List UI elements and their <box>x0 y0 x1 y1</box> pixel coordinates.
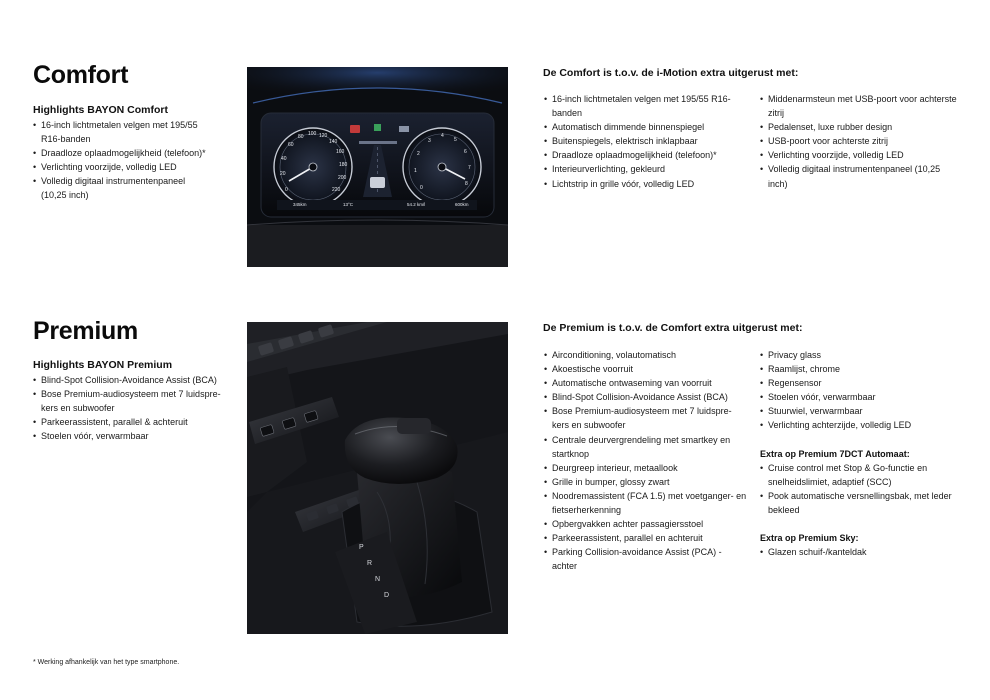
premium-sky-title: Extra op Premium Sky: <box>760 533 859 544</box>
premium-highlights-title: Highlights BAYON Premium <box>33 359 173 371</box>
speed-tick: 0 <box>285 187 288 193</box>
list-item: • Interieurverlichting, gekleurd <box>544 162 744 176</box>
comfort-extra-title: De Comfort is t.o.v. de i-Motion extra uitgerust met: <box>543 67 799 79</box>
list-item: • Centrale deurvergrendeling met smartkey en startknop <box>544 433 748 461</box>
comfort-highlights-title: Highlights BAYON Comfort <box>33 104 168 116</box>
rpm-tick: 1 <box>414 168 417 174</box>
gear-shifter-photo <box>247 322 508 634</box>
temperature-readout: 13°C <box>343 202 354 207</box>
rpm-tick: 3 <box>428 138 431 144</box>
list-item: • Automatisch dimmende binnenspiegel <box>544 120 744 134</box>
gear-letter: D <box>384 592 390 599</box>
list-item: • Blind-Spot Collision-Avoidance Assist (BCA) <box>544 390 748 404</box>
speed-tick: 220 <box>332 187 341 193</box>
list-item: • Stoelen vóór, verwarmbaar <box>33 429 233 443</box>
footnote: * Werking afhankelijk van het type smartphone. <box>33 659 180 666</box>
list-item: • Parking Collision-avoidance Assist (PCA) - achter <box>544 545 748 573</box>
list-item: • Bose Premium-audiosysteem met 7 luidspre-kers en subwoofer <box>544 404 748 432</box>
list-item: • Privacy glass <box>760 348 960 362</box>
list-item: • Blind-Spot Collision-Avoidance Assist (BCA) <box>33 373 233 387</box>
comfort-highlights-list <box>33 118 211 203</box>
premium-sky-list <box>760 545 960 559</box>
list-item: • Volledig digitaal instrumentenpaneel (10,25 inch) <box>760 162 960 190</box>
list-item: • Automatische ontwaseming van voorruit <box>544 376 748 390</box>
list-item: • Cruise control met Stop & Go-functie en snelheidslimiet, adaptief (SCC) <box>760 461 960 489</box>
list-item: • Draadloze oplaadmogelijkheid (telefoon)* <box>33 146 211 160</box>
list-item: • Parkeerassistent, parallel en achteruit <box>544 531 748 545</box>
rpm-tick: 2 <box>417 151 420 157</box>
speed-tick: 20 <box>280 171 286 177</box>
list-item: • Raamlijst, chrome <box>760 362 960 376</box>
speed-tick: 200 <box>338 175 347 181</box>
list-item: • Parkeerassistent, parallel & achteruit <box>33 415 233 429</box>
list-item: • Volledig digitaal instrumentenpaneel (10,25 inch) <box>33 174 211 202</box>
comfort-extra-list-2 <box>760 92 960 191</box>
speed-tick: 160 <box>336 149 345 155</box>
list-item: • Glazen schuif-/kanteldak <box>760 545 960 559</box>
rpm-tick: 4 <box>441 133 444 139</box>
list-item: • USB-poort voor achterste zitrij <box>760 134 960 148</box>
list-item: • Verlichting achterzijde, volledig LED <box>760 418 960 432</box>
premium-title: Premium <box>33 317 138 345</box>
gear-labels <box>247 322 508 634</box>
list-item: • Pedalenset, luxe rubber design <box>760 120 960 134</box>
list-item: • Deurgreep interieur, metaallook <box>544 461 748 475</box>
list-item: • Airconditioning, volautomatisch <box>544 348 748 362</box>
speed-tick: 180 <box>339 162 348 168</box>
list-item: • Akoestische voorruit <box>544 362 748 376</box>
list-item: • Verlichting voorzijde, volledig LED <box>760 148 960 162</box>
comfort-title: Comfort <box>33 61 129 89</box>
speed-tick: 60 <box>288 142 294 148</box>
rpm-tick: 5 <box>454 137 457 143</box>
speed-tick: 120 <box>319 133 328 139</box>
list-item: • Stoelen vóór, verwarmbaar <box>760 390 960 404</box>
gear-letter: R <box>367 560 373 567</box>
list-item: • Lichtstrip in grille vóór, volledig LED <box>544 177 744 191</box>
list-item: • Opbergvakken achter passagiersstoel <box>544 517 748 531</box>
instrument-cluster-photo <box>247 67 508 267</box>
gear-letter: P <box>359 544 364 551</box>
rpm-tick: 0 <box>420 185 423 191</box>
comfort-extra-list-1 <box>544 92 744 191</box>
list-item: • 16-inch lichtmetalen velgen met 195/55 R16-banden <box>33 118 211 146</box>
list-item: • Bose Premium-audiosysteem met 7 luidspre-kers en subwoofer <box>33 387 233 415</box>
list-item: • Grille in bumper, glossy zwart <box>544 475 748 489</box>
list-item: • Verlichting voorzijde, volledig LED <box>33 160 211 174</box>
range-readout: 600km <box>455 202 469 207</box>
speed-tick: 140 <box>329 139 338 145</box>
list-item: • 16-inch lichtmetalen velgen met 195/55 R16-banden <box>544 92 744 120</box>
trip-readout: 54.2 km/l <box>407 202 426 207</box>
list-item: • Middenarmsteun met USB-poort voor achterste zitrij <box>760 92 960 120</box>
premium-dct-list <box>760 461 960 517</box>
list-item: • Pook automatische versnellingsbak, met leder bekleed <box>760 489 960 517</box>
premium-extra-title: De Premium is t.o.v. de Comfort extra uitgerust met: <box>543 322 803 334</box>
rpm-tick: 7 <box>468 165 471 171</box>
premium-extra-list-2 <box>760 348 960 433</box>
premium-highlights-list <box>33 373 233 443</box>
rpm-tick: 8 <box>465 181 468 187</box>
list-item: • Noodremassistent (FCA 1.5) met voetganger- en fietserherkenning <box>544 489 748 517</box>
speed-tick: 40 <box>281 156 287 162</box>
list-item: • Buitenspiegels, elektrisch inklapbaar <box>544 134 744 148</box>
gear-letter: N <box>375 576 381 583</box>
list-item: • Regensensor <box>760 376 960 390</box>
odometer-readout: 345km <box>293 202 307 207</box>
list-item: • Draadloze oplaadmogelijkheid (telefoon)* <box>544 148 744 162</box>
list-item: • Stuurwiel, verwarmbaar <box>760 404 960 418</box>
speed-tick: 80 <box>298 134 304 140</box>
premium-extra-column-2 <box>760 348 960 559</box>
gauge-labels <box>247 67 508 267</box>
premium-extra-list-1 <box>544 348 748 574</box>
speed-tick: 100 <box>308 131 317 137</box>
premium-dct-title: Extra op Premium 7DCT Automaat: <box>760 448 910 459</box>
rpm-tick: 6 <box>464 149 467 155</box>
